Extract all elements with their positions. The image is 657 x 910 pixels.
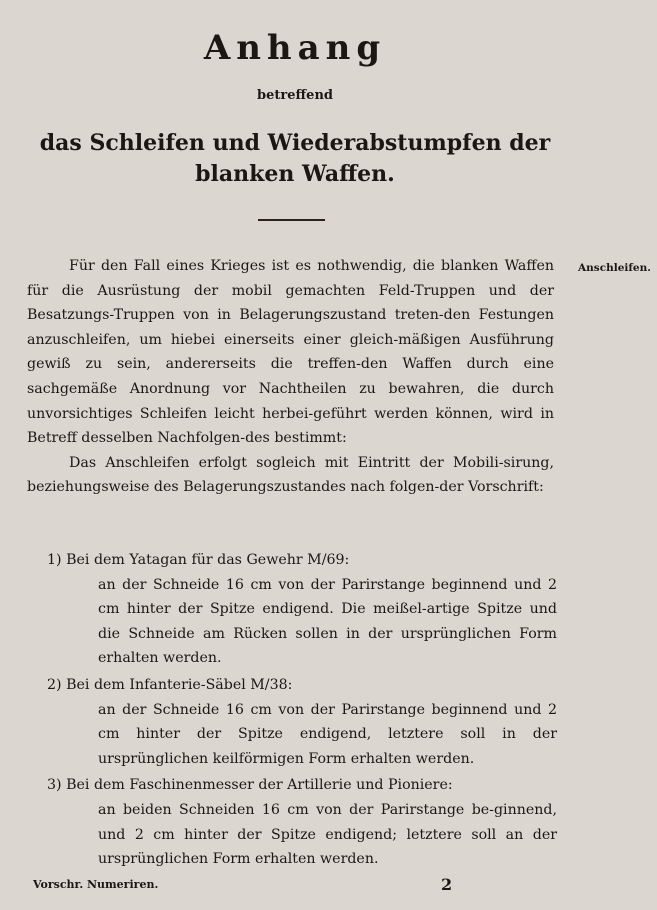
list-item-label: 1) Bei dem Yatagan für das Gewehr M/69: [47,552,350,568]
list-item-label: 2) Bei dem Infanterie-Säbel M/38: [47,676,293,693]
heading-line-2: blanken Waffen. [195,161,395,187]
list-item-label: 3) Bei dem Faschinenmesser der Artillerie und Pioniere: [47,777,453,794]
subtitle: betreffend [257,88,333,103]
paragraph-1: Für den Fall eines Krieges ist es nothwendig, die blanken Waffen für die Ausrüstung der mobil gemachten Feld-Truppen und der Besatzungs-Truppen von in Belagerungszustand treten-den Festungen anzuschleifen, um hiebei einerseits einer gleich-mäßigen Ausführung gewiß zu sein, andererseits die treffen-den Waffen durch eine sachgemäße Anordnung vor Nachtheilen zu bewahren, die durch unvorsichtiges Schleifen leicht herbei-geführt werden können, wird in Betreff desselben Nachfolgen-des bestimmt: [27,258,554,447]
list-item-text: an der Schneide 16 cm von der Parirstange beginnend und 2 cm hinter der Spitze endigend. Die meißel-artige Spitze und die Schneide am Rücken sollen in der ursprünglichen Form erhalten werden. [98,576,557,667]
margin-note: Anschleifen. [578,262,651,274]
footer-signature: Vorschr. Numeriren. [33,878,159,891]
paragraph-2: Das Anschleifen erfolgt sogleich mit Eintritt der Mobili-sirung, beziehungsweise des Belagerungszustandes nach folgen-der Vorschrift: [27,454,554,496]
body-text [27,254,554,500]
list-item-text: an der Schneide 16 cm von der Parirstange beginnend und 2 cm hinter der Spitze endigend, letztere soll in der ursprünglichen keilförmigen Form erhalten werden. [98,701,557,767]
page-number: 2 [441,875,453,894]
heading-line-1: das Schleifen und Wiederabstumpfen der [39,130,551,156]
numbered-list [27,548,557,874]
list-item-text: an beiden Schneiden 16 cm von der Parirstange be-ginnend, und 2 cm hinter der Spitze endigend; letztere soll an der ursprünglichen Form erhalten werden. [98,801,557,868]
page-title: Anhang [203,28,387,68]
divider-rule [258,219,325,221]
section-heading [0,128,590,190]
